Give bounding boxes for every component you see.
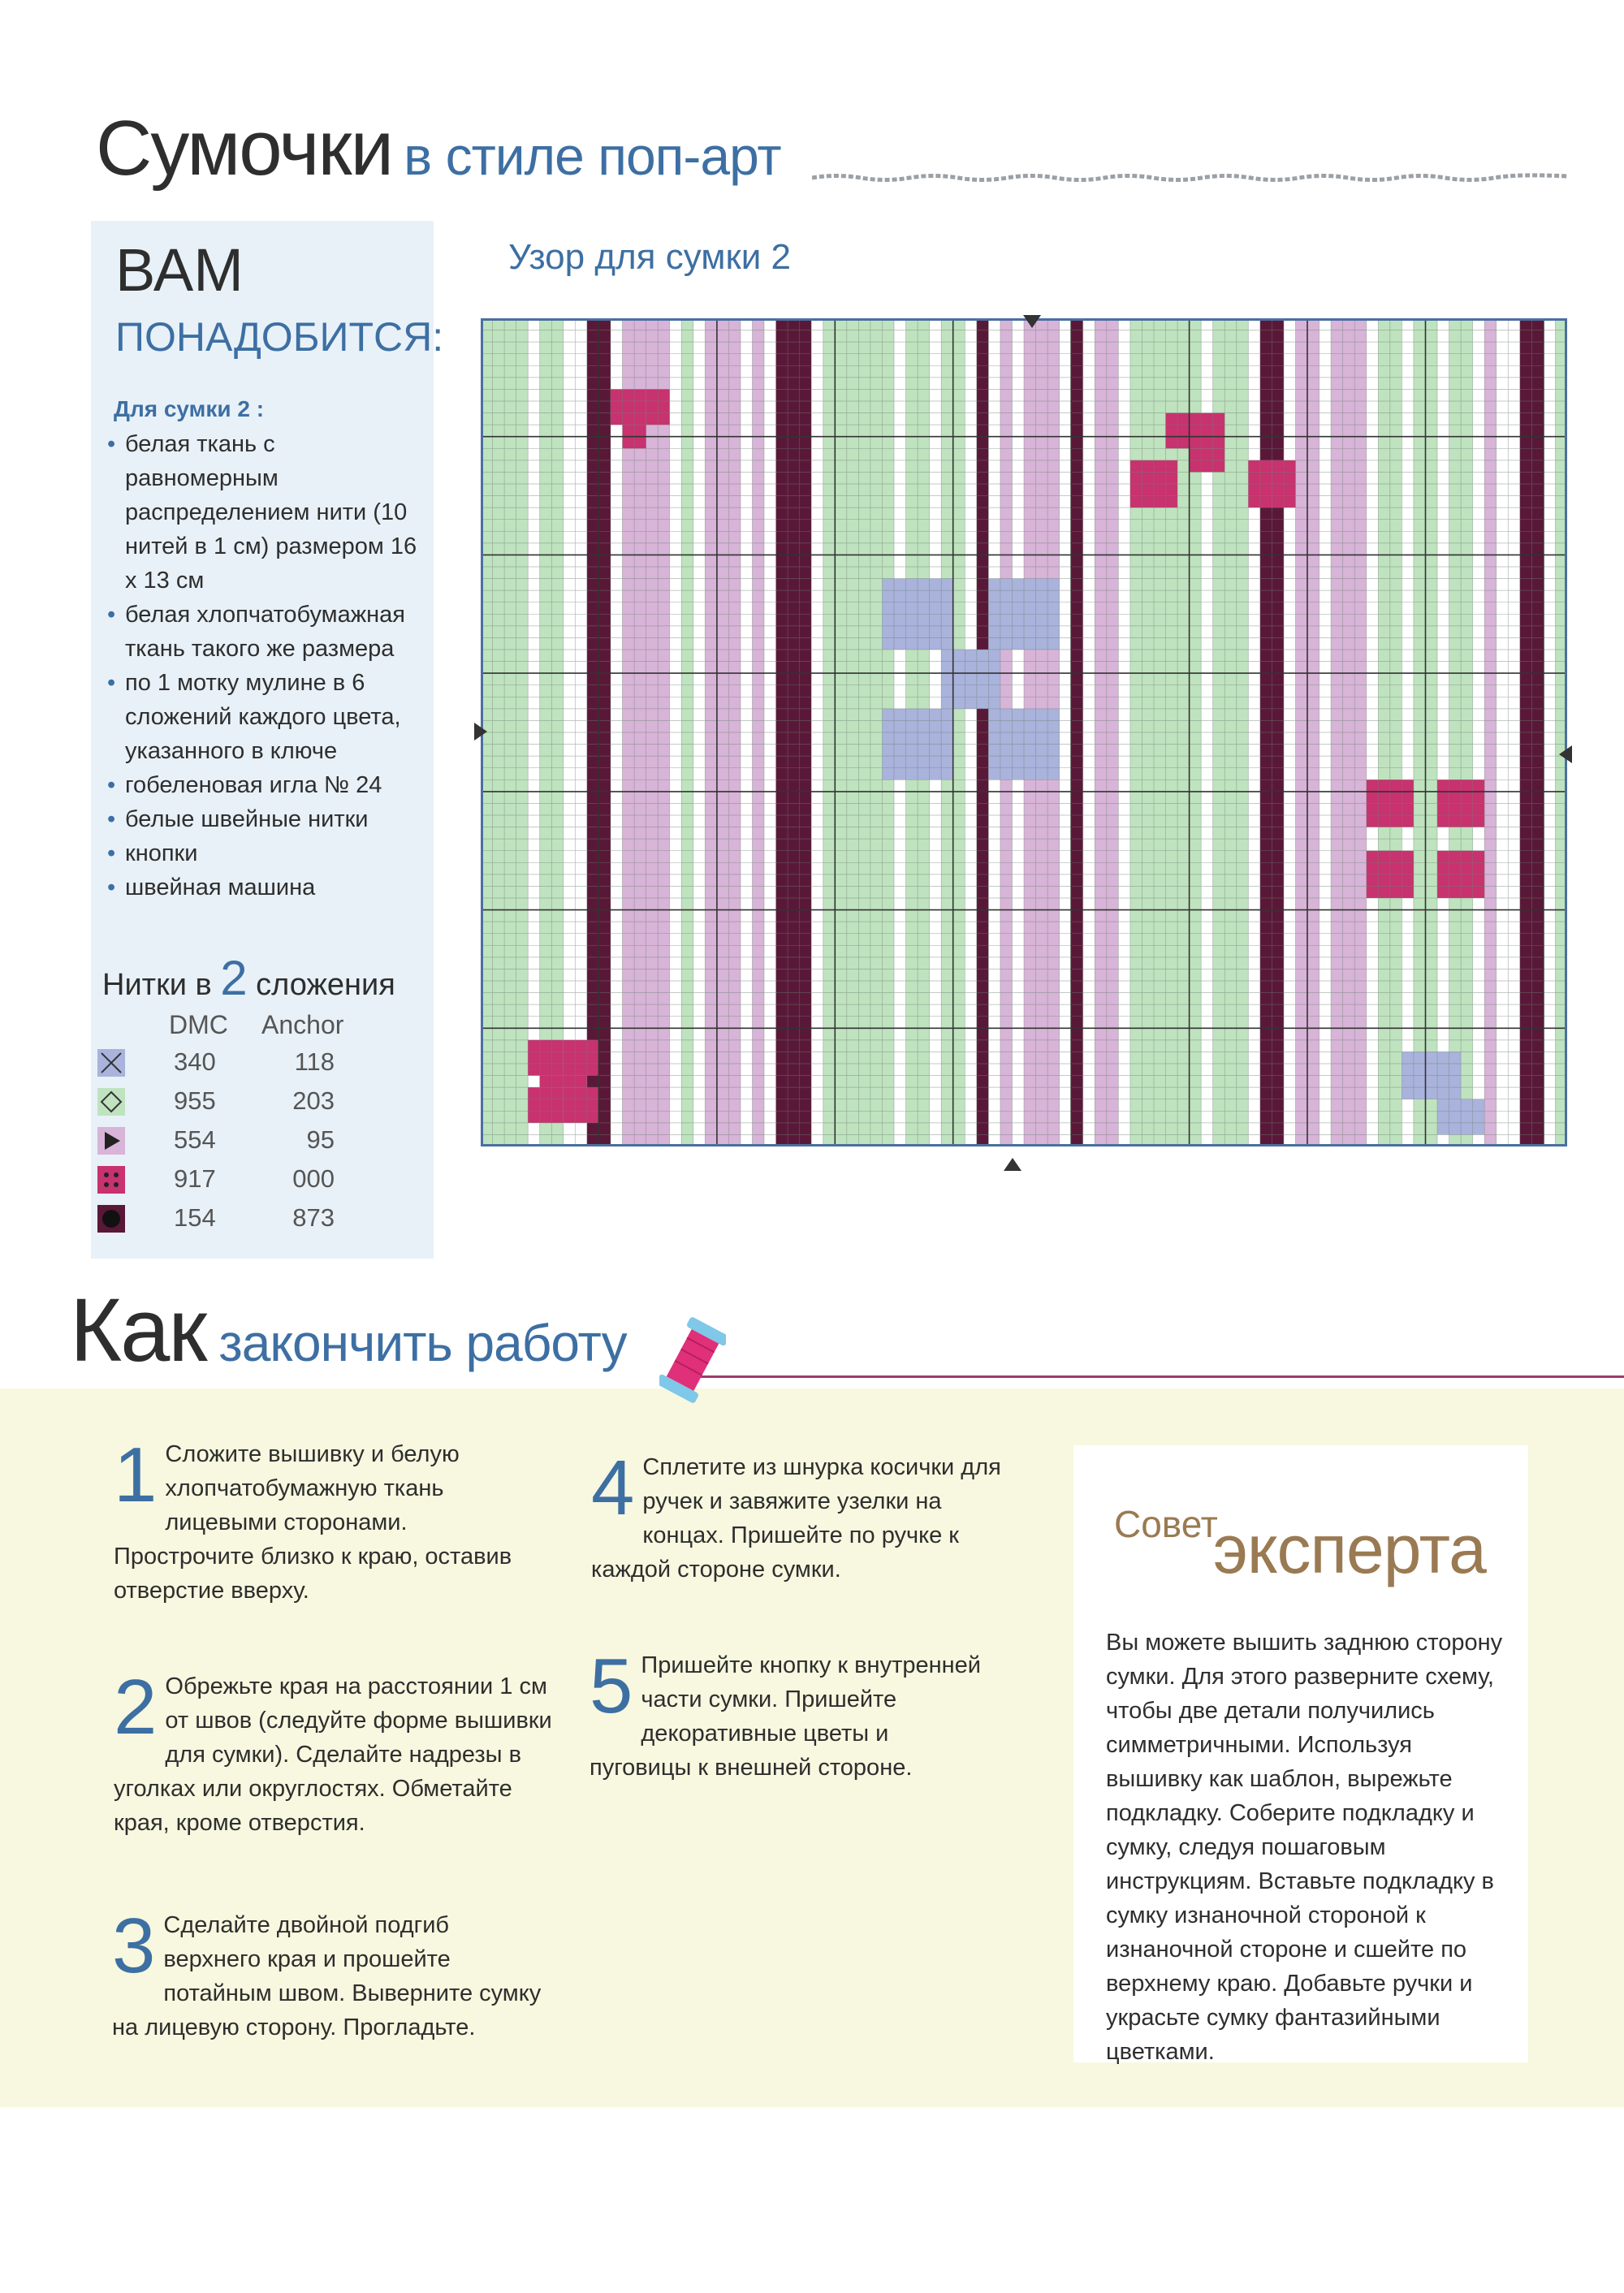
threads-heading-num: 2 (220, 951, 248, 1005)
thread-decoration (812, 172, 1567, 184)
expert-tip-label-small: Совет (1114, 1503, 1218, 1545)
expert-tip-label-big: эксперта (1213, 1511, 1486, 1587)
step-number: 3 (112, 1902, 156, 1989)
step-4 (591, 1444, 1030, 1587)
key-header-dmc: DMC (169, 1010, 228, 1039)
list-item: • гобеленовая игла № 24 (107, 768, 424, 802)
key-anchor-value: 000 (292, 1164, 335, 1193)
threads-heading-pre: Нитки в (102, 968, 212, 1002)
step-5 (590, 1643, 996, 1785)
step-text: Сделайте двойной подгиб верхнего края и прошейте потайным швом. Выверните сумку на лицевую сторону. Прогладьте. (112, 1912, 542, 2040)
chart-motif (564, 1087, 599, 1123)
chart-motif (528, 1087, 564, 1123)
finish-title-sub: закончить работу (218, 1314, 627, 1372)
step-number: 5 (590, 1643, 633, 1729)
threads-heading-post: сложения (256, 968, 395, 1002)
key-row (97, 1200, 341, 1239)
list-item: • белая ткань с равномерным распределением нити (10 нитей в 1 см) размером 16 х 13 см (107, 427, 424, 598)
step-3 (112, 1902, 551, 2045)
chart-motif (611, 389, 646, 425)
key-dmc-value: 154 (174, 1203, 216, 1232)
center-marker-top (1023, 315, 1041, 328)
step-text: Пришейте кнопку к внутренней части сумки. Пришейте декоративные цветы и пуговицы к внешней стороне. (590, 1652, 981, 1781)
finish-title (70, 1279, 627, 1382)
step-number: 2 (114, 1664, 158, 1751)
thread-spool-icon (659, 1315, 726, 1405)
list-item: • по 1 мотку мулине в 6 сложений каждого цвета, указанного в ключе (107, 666, 424, 768)
list-item: • белая хлопчатобумажная ткань такого же размера (107, 598, 424, 666)
chart-motif (528, 1040, 564, 1076)
page-title-main: Сумочки (96, 105, 393, 192)
materials-subheading: ПОНАДОБИТСЯ: (115, 314, 444, 360)
key-dmc-value: 554 (174, 1125, 216, 1154)
cross-stitch-chart (481, 318, 1567, 1146)
chart-motif (564, 1040, 599, 1076)
pattern-title: Узор для сумки 2 (508, 237, 792, 277)
page-title (96, 104, 781, 193)
materials-list (107, 427, 424, 905)
step-1 (114, 1432, 552, 1608)
triangle-icon (97, 1127, 125, 1155)
center-marker-right (1559, 745, 1572, 763)
list-item: • кнопки (107, 836, 424, 870)
center-marker-bottom (1004, 1158, 1021, 1171)
title-divider (674, 1375, 1624, 1378)
cross-icon (97, 1049, 125, 1077)
center-marker-left (474, 723, 487, 741)
key-anchor-value: 203 (292, 1086, 335, 1115)
step-text: Обрежьте края на расстоянии 1 см от швов (следуйте форме вышивки для сумки). Сделайте надрезы в уголках или округлостях. Обметайте края, кроме отверстия. (114, 1673, 552, 1836)
key-row (97, 1083, 341, 1122)
dots-icon (97, 1166, 125, 1194)
key-anchor-value: 95 (306, 1125, 335, 1154)
step-number: 4 (591, 1444, 635, 1531)
chart-motif (941, 650, 1000, 709)
circle-icon (97, 1205, 125, 1233)
step-text: Сплетите из шнурка косички для ручек и завяжите узелки на концах. Пришейте по ручке к каждой стороне сумки. (591, 1454, 1001, 1583)
step-number: 1 (114, 1432, 158, 1518)
key-row (97, 1122, 341, 1161)
list-item: • белые швейные нитки (107, 802, 424, 836)
key-row (97, 1161, 341, 1200)
key-anchor-value: 873 (292, 1203, 335, 1232)
key-dmc-value: 340 (174, 1047, 216, 1076)
chart-motif (1166, 413, 1225, 449)
step-2 (114, 1664, 552, 1840)
key-anchor-value: 118 (294, 1047, 335, 1076)
materials-for-bag: Для сумки 2 : (114, 396, 265, 421)
page-title-sub: в стиле поп-арт (404, 126, 781, 186)
key-header-anchor: Anchor (261, 1010, 344, 1039)
key-row (97, 1044, 341, 1083)
expert-tip-text: Вы можете вышить заднюю сторону сумки. Для этого разверните схему, чтобы две детали получились симметричными. Используя вышивку как шаблон, вырежьте подкладку. Соберите подкладку и сумку, следуя пошаговым инструкциям. Вставьте подкладку в сумку изнаночной стороной к изнаночной стороне и сшейте по верхнему краю. Добавьте ручки и украсьте сумку фантазийными цветками. (1106, 1630, 1503, 2065)
diamond-icon (97, 1088, 125, 1116)
list-item: • швейная машина (107, 870, 424, 905)
step-text: Сложите вышивку и белую хлопчатобумажную ткань лицевыми сторонами. Прострочите близко к краю, оставив отверстие вверху. (114, 1441, 512, 1604)
key-dmc-value: 917 (174, 1164, 216, 1193)
finish-title-main: Как (70, 1280, 206, 1380)
threads-heading (102, 950, 395, 1006)
materials-heading: ВАМ (115, 236, 244, 304)
key-dmc-value: 955 (174, 1086, 216, 1115)
